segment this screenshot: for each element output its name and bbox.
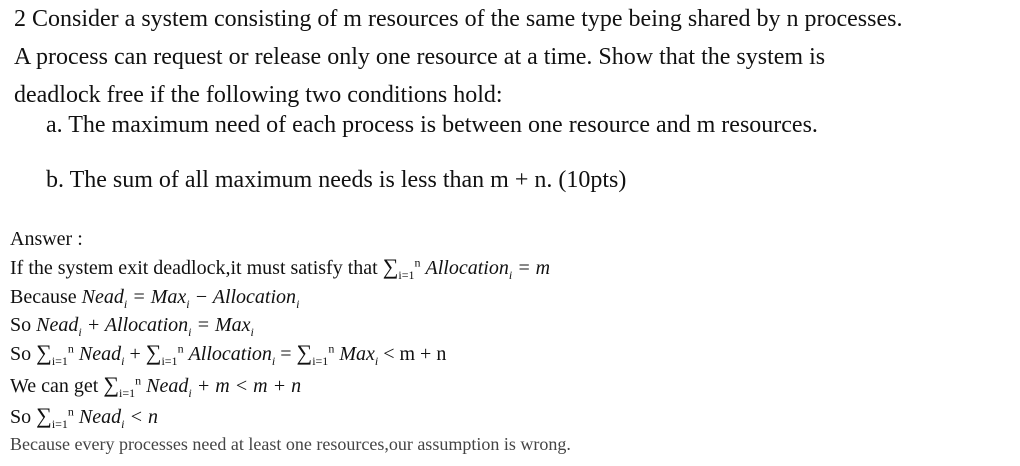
sum-lower-limit: i=1 [161, 354, 178, 368]
index: i [123, 297, 128, 311]
answer-line-6-text: So [10, 406, 32, 428]
summation-symbol: ∑ [382, 254, 399, 279]
nead-term: Nead [146, 375, 189, 397]
sum-lower-limit: i=1 [398, 268, 415, 282]
sum-upper-limit: n [67, 341, 74, 356]
answer-line-1 [10, 254, 550, 283]
allocation-term: Allocation [188, 343, 272, 365]
index: i [271, 354, 276, 368]
index: i [188, 386, 192, 400]
index: i [374, 354, 379, 368]
index: i [188, 325, 192, 339]
condition-a: a. The maximum need of each process is between one resource and m resources. [46, 112, 818, 138]
nead-term: Nead [78, 406, 122, 428]
answer-line-7: Because every processes need at least one resources,our assumption is wrong. [10, 434, 571, 454]
index: i [78, 325, 82, 339]
question-line-1: 2 Consider a system consisting of m resources of the same type being shared by n processes. [14, 6, 903, 32]
summation-symbol: ∑ [296, 340, 313, 365]
nead-term: Nead [36, 314, 79, 336]
sum-upper-limit: n [135, 373, 142, 388]
answer-line-2-text: Because [10, 286, 77, 308]
nead-term: Nead [78, 343, 122, 365]
sum-upper-limit: n [177, 341, 184, 356]
index: i [121, 354, 125, 368]
allocation-term: − Allocation [194, 286, 297, 308]
summation-symbol: ∑ [36, 340, 52, 365]
answer-line-5-text: We can get [10, 375, 99, 397]
summation-symbol: ∑ [36, 403, 52, 428]
index: i [296, 297, 300, 311]
answer-line-4 [10, 340, 446, 369]
sum-lower-limit: i=1 [51, 354, 68, 368]
answer-line-5 [10, 372, 301, 401]
answer-heading: Answer : [10, 228, 83, 250]
sum-upper-limit: n [67, 404, 74, 419]
answer-line-3 [10, 314, 254, 340]
summation-symbol: ∑ [145, 340, 162, 365]
max-term: = Max [196, 314, 251, 336]
condition-b: b. The sum of all maximum needs is less than m + n. (10pts) [46, 167, 627, 193]
answer-line-6 [10, 403, 158, 432]
question-line-2: A process can request or release only one resource at a time. Show that the system is [14, 44, 826, 70]
answer-line-6-tail: < n [129, 406, 158, 428]
equals-sign: = [280, 343, 292, 365]
answer-line-1-text: If the system exit deadlock,it must satisfy that [10, 257, 378, 279]
sum-lower-limit: i=1 [119, 386, 136, 400]
sum-lower-limit: i=1 [51, 417, 68, 431]
answer-line-4-tail: < m + n [383, 343, 447, 365]
answer-line-3-text: So [10, 314, 32, 336]
max-term: Max [339, 343, 375, 365]
sum-upper-limit: n [414, 255, 421, 270]
nead-term: Nead [81, 286, 124, 308]
answer-line-2 [10, 286, 299, 312]
index: i [186, 297, 190, 311]
question-line-3: deadlock free if the following two conditions hold: [14, 82, 503, 108]
answer-line-1-tail: = m [517, 257, 551, 279]
index: i [508, 268, 513, 282]
summation-symbol: ∑ [103, 372, 120, 397]
allocation-term: Allocation [425, 257, 509, 279]
allocation-term: + Allocation [86, 314, 189, 336]
sum-upper-limit: n [328, 341, 335, 356]
index: i [121, 417, 125, 431]
answer-line-4-text: So [10, 343, 32, 365]
answer-line-5-tail: + m < m + n [196, 375, 302, 397]
index: i [250, 325, 254, 339]
plus-sign: + [129, 343, 141, 365]
max-term: = Max [132, 286, 187, 308]
sum-lower-limit: i=1 [312, 354, 329, 368]
